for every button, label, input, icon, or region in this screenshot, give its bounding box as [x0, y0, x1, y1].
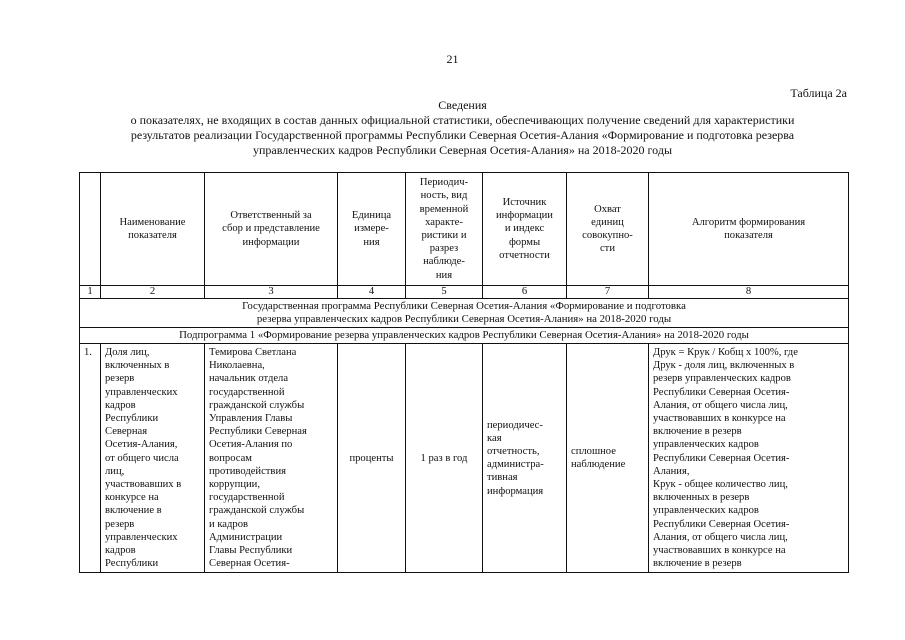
information-source: периодичес- кая отчетность, администра- тивная информация	[483, 344, 567, 573]
column-number: 1	[80, 286, 101, 299]
program-row	[80, 299, 849, 328]
header-cell-number	[80, 173, 101, 286]
table-row	[80, 344, 849, 573]
subprogram-row	[80, 328, 849, 344]
header-cell-indicator-name: Наименование показателя	[101, 173, 205, 286]
coverage: сплошное наблюдение	[567, 344, 649, 573]
column-number: 3	[205, 286, 338, 299]
row-number: 1.	[80, 344, 101, 573]
header-cell-algorithm: Алгоритм формирования показателя	[649, 173, 849, 286]
title-heading: Сведения	[438, 98, 487, 112]
header-cell-source: Источник информации и индекс формы отчетности	[483, 173, 567, 286]
indicators-table	[79, 172, 849, 573]
column-number: 5	[406, 286, 483, 299]
responsible-person: Темирова Светлана Николаевна, начальник отдела государственной гражданской службы Управления Главы Республики Северная Осетия-Алания по вопросам противодействия коррупции, государственной гражданской службы и кадров Администрации Главы Республики Северная Осетия-	[205, 344, 338, 573]
header-row	[80, 173, 849, 286]
column-number: 6	[483, 286, 567, 299]
unit-of-measure: проценты	[338, 344, 406, 573]
title-line-1: о показателях, не входящих в состав данных официальной статистики, обеспечивающих получение сведений для характеристики	[130, 113, 795, 127]
calculation-algorithm: Друк = Крук / Кобщ x 100%, где Друк - доля лиц, включенных в резерв управленческих кадров Республики Северная Осетия- Алания, от общего числа лиц, участвовавших в конкурсе на включение в резерв управленческих кадров Республики Северная Осетия- Алания, Крук - общее количество лиц, включенных в резерв управленческих кадров Республики Северная Осетия- Алания, от общего числа лиц, участвовавших в конкурсе на включение в резерв	[649, 344, 849, 573]
column-number: 2	[101, 286, 205, 299]
document-title	[90, 98, 835, 158]
column-number: 4	[338, 286, 406, 299]
table-label: Таблица 2а	[790, 86, 847, 100]
page-number: 21	[446, 52, 459, 66]
subprogram-title: Подпрограмма 1 «Формирование резерва управленческих кадров Республики Северная Осетия-Алания» на 2018-2020 годы	[80, 328, 849, 344]
header-cell-coverage: Охват единиц совокупно- сти	[567, 173, 649, 286]
header-cell-unit: Единица измере- ния	[338, 173, 406, 286]
header-cell-periodicity: Периодич- ность, вид временной характе- ристики и разрез наблюде- ния	[406, 173, 483, 286]
title-line-2: результатов реализации Государственной программы Республики Северная Осетия-Алания «Формирование и подготовка резерва	[130, 128, 795, 142]
column-number: 7	[567, 286, 649, 299]
program-title: Государственная программа Республики Северная Осетия-Алания «Формирование и подготовка резерва управленческих кадров Республики Северная Осетия-Алания» на 2018-2020 годы	[80, 299, 849, 328]
title-line-3: управленческих кадров Республики Северная Осетия-Алания» на 2018-2020 годы	[252, 143, 673, 157]
indicator-name: Доля лиц, включенных в резерв управленческих кадров Республики Северная Осетия-Алания, от общего числа лиц, участвовавших в конкурсе на включение в резерв управленческих кадров Республики	[101, 344, 205, 573]
header-cell-responsible: Ответственный за сбор и представление информации	[205, 173, 338, 286]
column-number-row	[80, 286, 849, 299]
periodicity: 1 раз в год	[406, 344, 483, 573]
column-number: 8	[649, 286, 849, 299]
